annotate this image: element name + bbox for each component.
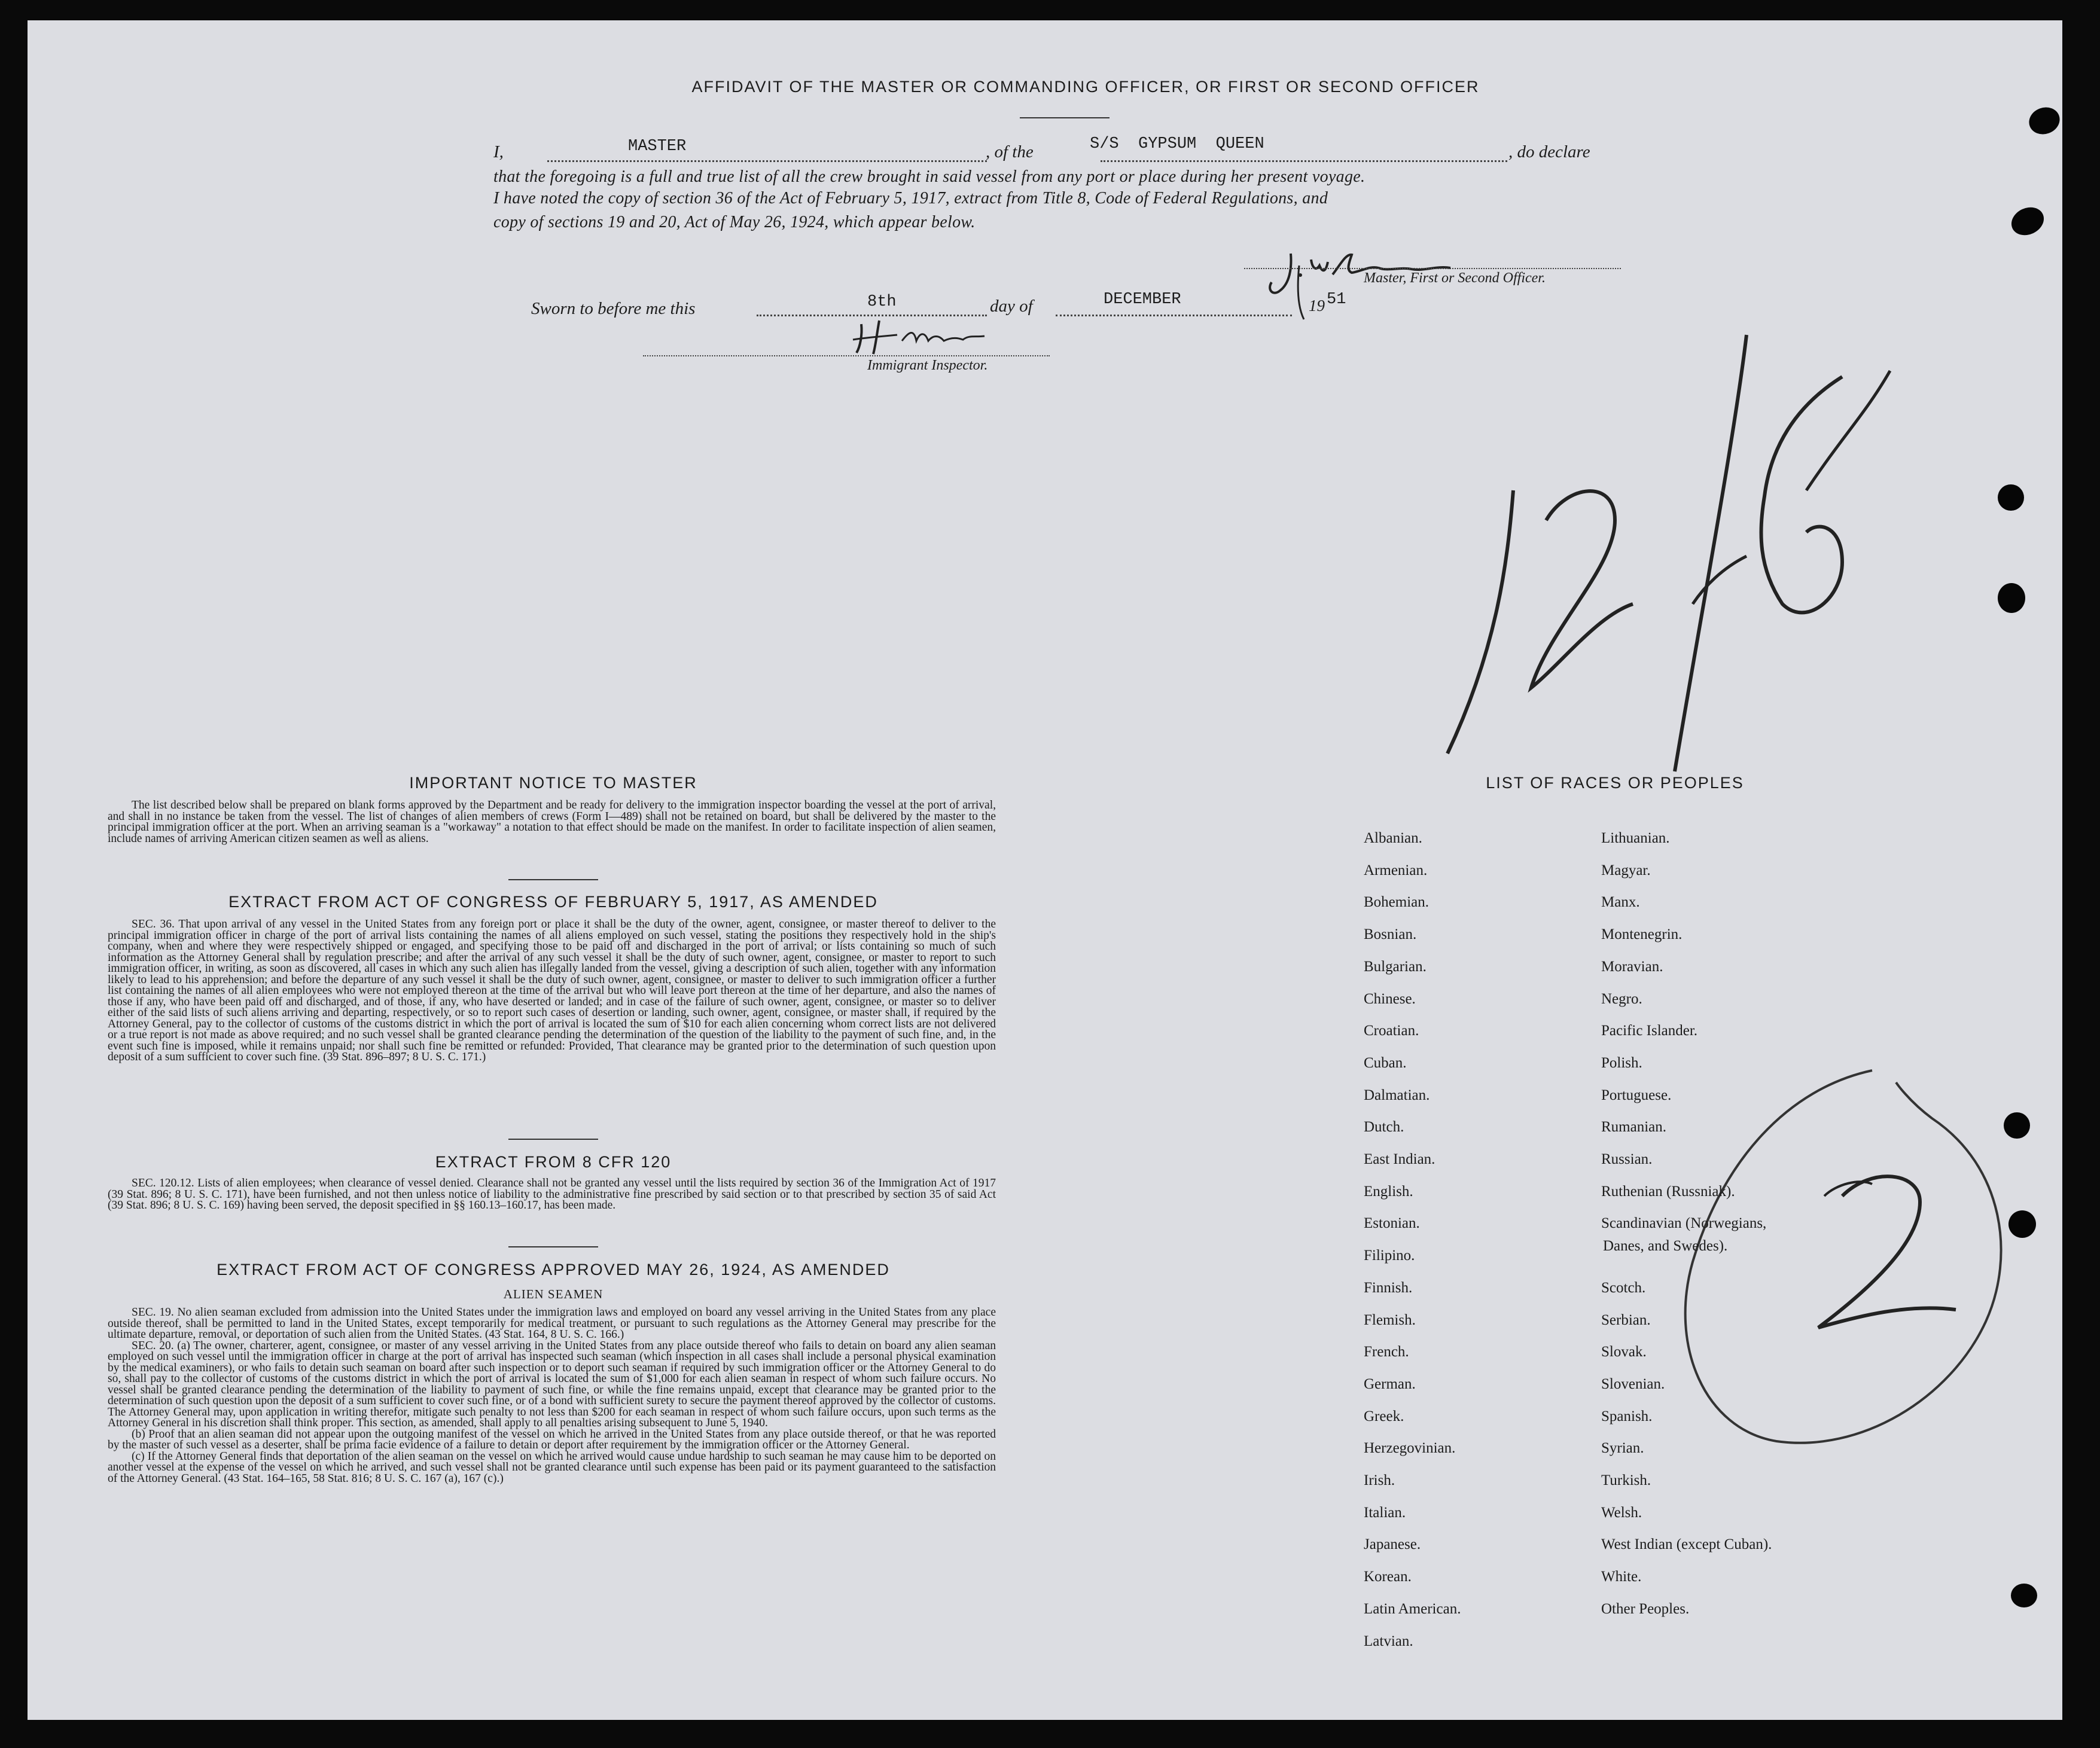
race-item: English. (1364, 1183, 1413, 1200)
race-item: Turkish. (1601, 1472, 1651, 1488)
race-item: Slovak. (1601, 1344, 1647, 1360)
section-19-paragraph: SEC. 19. No alien seaman excluded from admission into the United States under the immigration laws and employed on board any vessel arriving in the United States from any place outside thereof, shall be permitted to land in the United States, except temporarily for medical treatment, or pursuant to such regulations as the Attorney General may prescribe for the ultimate departure, removal, or deportation of such alien from the United States. (43 Stat. 164, 8 U. S. C. 166.) (108, 1306, 996, 1341)
race-item: Estonian. (1364, 1215, 1420, 1232)
sworn-label: Sworn to before me this (531, 299, 696, 318)
race-item: Spanish. (1601, 1408, 1653, 1424)
section-20b-paragraph: (b) Proof that an alien seaman did not appear upon the outgoing manifest of the vessel on which he arrived in the United States from any place outside thereof, or that he was reported by the master of such vessel as a deserter, shall be prima facie evidence of a failure to detain or deport after requirement by the immigration officer or the Attorney General. (108, 1427, 996, 1451)
race-item: Herzegovinian. (1364, 1440, 1456, 1457)
section-divider (508, 1246, 598, 1247)
races-title: LIST OF RACES OR PEOPLES (1486, 774, 1744, 792)
month-field-line (1056, 315, 1292, 316)
do-declare-label: , do declare (1508, 142, 1590, 161)
section-20c-paragraph: (c) If the Attorney General finds that deportation of the alien seaman on the vessel on which he arrived would cause undue hardship to such seaman he may cause him to be deported on another vessel at the expense of the vessel on which he arrived, and such vessel shall not be granted clearance until such expense has been paid or its payment guaranteed to the satisfaction of the Attorney General. (43 Stat. 164–165, 58 Stat. 816; 8 U. S. C. 167 (a), 167 (c).) (108, 1450, 996, 1485)
affidavit-title: AFFIDAVIT OF THE MASTER OR COMMANDING OFFICER, OR FIRST OR SECOND OFFICER (691, 78, 1480, 96)
binder-hole (1998, 583, 2025, 613)
race-item: West Indian (except Cuban). (1601, 1536, 1772, 1553)
race-item: Scotch. (1601, 1279, 1646, 1296)
race-scandinavian-continuation: Danes, and Swedes). (1603, 1238, 1728, 1254)
inspector-signature-line (643, 355, 1050, 356)
section-divider (508, 1139, 598, 1140)
declaration-line-1: that the foregoing is a full and true list of all the crew brought in said vessel from any port or place during her present voyage. (493, 167, 1366, 186)
race-item: Albanian. (1364, 830, 1422, 846)
race-item: Chinese. (1364, 990, 1416, 1007)
race-item: Finnish. (1364, 1279, 1413, 1296)
race-item: Russian. (1601, 1151, 1653, 1167)
section-36-paragraph: SEC. 36. That upon arrival of any vessel in the United States from any foreign port or place it shall be the duty of the owner, agent, consignee, or master thereof to deliver to the principal immigration officer in charge of the port of arrival lists containing the names of all aliens employed on such vessel, stating the positions they respectively hold in the ship's company, when and where they were respectively shipped or engaged, and specifying those to be paid off and discharged in the port of arrival; or lists containing so much of such information as the Attorney General shall by regulation prescribe; and after the arrival of any such vessel it shall be the duty of such owner, agent, consignee, or master to report to such immigration officer, in writing, as soon as discovered, all cases in which any such alien has illegally landed from the vessel, giving a description of such alien, together with any information likely to lead to his apprehension; and before the departure of any such vessel it shall be the duty of such owner, agent, consignee, or master to deliver to such immigration officer a further list containing the names of all alien employees who were not employed thereon at the time of the arrival but who will leave port thereon at the time of her departure, and also the names of those if any, who have been paid off and discharged, and of those, if any, who have deserted or landed; and in case of the failure of such owner, agent, consignee, or master so to deliver either of the said lists of such aliens arriving and departing, respectively, or so to report such cases of desertion or landing, such owner, agent, consignee, or master shall, if required by the Attorney General, pay to the collector of customs of the customs district in which the port of arrival is located the sum of $10 for each alien concerning whom correct lists are not delivered or a true report is not made as above required; and no such vessel shall be granted clearance pending the determination of the question of the liability to the payment of such fine, and, in the event such fine is imposed, while it remains unpaid; nor shall such fine be remitted or refunded: Provided, That clearance may be granted prior to the determination of such question upon deposit of a sum sufficient to cover such fine. (39 Stat. 896–897; 8 U. S. C. 171.) (108, 918, 996, 1063)
annotation-circled-2 (1669, 1064, 2052, 1471)
race-item: Montenegrin. (1601, 926, 1683, 943)
extract-1924-title: EXTRACT FROM ACT OF CONGRESS APPROVED MAY 26, 1924, AS AMENDED (217, 1261, 890, 1279)
binder-hole (1998, 484, 2024, 511)
race-item: Pacific Islander. (1601, 1023, 1698, 1039)
year-prefix-label: 19 (1309, 297, 1325, 315)
race-item: Lithuanian. (1601, 830, 1670, 846)
notice-body (108, 800, 996, 844)
race-item: Irish. (1364, 1472, 1395, 1488)
race-item: White. (1601, 1569, 1642, 1585)
month-field-value: DECEMBER (1104, 291, 1181, 309)
day-field-line (757, 315, 987, 316)
master-signature-line (1244, 268, 1621, 269)
section-divider (508, 879, 598, 880)
officer-field-value: MASTER (628, 138, 687, 155)
annotation-12-8 (1424, 317, 1920, 813)
race-item: Croatian. (1364, 1023, 1419, 1039)
binder-hole (2011, 1584, 2037, 1607)
race-item: Portuguese. (1601, 1087, 1672, 1103)
master-signature-caption: Master, First or Second Officer. (1364, 270, 1546, 286)
day-of-label: day of (990, 297, 1033, 316)
race-item: Serbian. (1601, 1311, 1651, 1328)
race-item: Filipino. (1364, 1247, 1415, 1264)
race-item: Japanese. (1364, 1536, 1421, 1553)
race-item: Italian. (1364, 1504, 1406, 1521)
race-item: Bohemian. (1364, 894, 1430, 911)
extract-1924-subtitle: ALIEN SEAMEN (503, 1287, 604, 1301)
declaration-line-3: copy of sections 19 and 20, Act of May 26, 1924, which appear below. (493, 213, 976, 231)
race-item: Manx. (1601, 894, 1640, 911)
race-item: Cuban. (1364, 1054, 1407, 1071)
race-item: Rumanian. (1601, 1119, 1667, 1136)
race-item: Dalmatian. (1364, 1087, 1430, 1103)
vessel-field-line (1101, 160, 1507, 162)
race-item: Latin American. (1364, 1600, 1461, 1617)
race-item: Magyar. (1601, 862, 1651, 878)
title-divider (1020, 117, 1110, 118)
of-the-label: , of the (986, 142, 1034, 161)
race-item: Armenian. (1364, 862, 1428, 878)
race-item: Scandinavian (Norwegians, (1601, 1215, 1767, 1232)
vessel-field-value: S/S GYPSUM QUEEN (1090, 135, 1264, 153)
inspector-caption: Immigrant Inspector. (867, 358, 988, 373)
race-item: Syrian. (1601, 1440, 1644, 1457)
i-label: I, (493, 142, 504, 161)
race-item: Flemish. (1364, 1311, 1416, 1328)
year-field-value: 51 (1327, 291, 1346, 309)
race-item: Polish. (1601, 1054, 1642, 1071)
race-item: Slovenian. (1601, 1375, 1665, 1392)
notice-paragraph: The list described below shall be prepared on blank forms approved by the Department and be ready for delivery to the immigration inspector boarding the vessel at the port of arrival, and shall in no instance be taken from the vessel. The list of changes of alien members of crews (Form I—489) shall not be retained on board, but shall be delivered by the master to the principal immigration officer at the port. When an arriving seaman is a "workaway" a notation to that effect should be made on the manifest. In order to facilitate inspection of alien seamen, include names of arriving American citizen seamen as well as aliens. (108, 799, 996, 845)
race-item: German. (1364, 1375, 1416, 1392)
race-item: Welsh. (1601, 1504, 1642, 1521)
section-120-12-paragraph: SEC. 120.12. Lists of alien employees; when clearance of vessel denied. Clearance shall not be granted any vessel until the lists required by section 36 of the Immigration Act of 1917 (39 Stat. 896; 8 U. S. C. 171), have been furnished, and not then unless notice of liability to the administrative fine prescribed by said section or to that prescribed by section 35 of said Act (39 Stat. 896; 8 U. S. C. 169) having been served, the deposit specified in §§ 160.13–160.17, has been made. (108, 1177, 996, 1212)
officer-field-line (547, 160, 987, 162)
extract-1924-body (108, 1307, 996, 1484)
race-item: Greek. (1364, 1408, 1404, 1424)
race-item: East Indian. (1364, 1151, 1435, 1167)
notice-title: IMPORTANT NOTICE TO MASTER (409, 774, 697, 792)
race-item: French. (1364, 1344, 1409, 1360)
race-item: Bosnian. (1364, 926, 1417, 943)
extract-cfr-body (108, 1178, 996, 1212)
race-item: Dutch. (1364, 1119, 1404, 1136)
inspector-signature (849, 317, 1005, 359)
race-item: Other Peoples. (1601, 1600, 1690, 1617)
extract-cfr-title: EXTRACT FROM 8 CFR 120 (435, 1153, 672, 1171)
race-item: Negro. (1601, 990, 1642, 1007)
extract-1917-body (108, 919, 996, 1063)
extract-1917-title: EXTRACT FROM ACT OF CONGRESS OF FEBRUARY 5, 1917, AS AMENDED (228, 893, 878, 911)
race-item: Korean. (1364, 1569, 1412, 1585)
race-item: Moravian. (1601, 958, 1663, 975)
declaration-line-2: I have noted the copy of section 36 of the Act of February 5, 1917, extract from Title 8, Code of Federal Regulations, and (493, 189, 1328, 208)
section-20a-paragraph: SEC. 20. (a) The owner, charterer, agent, consignee, or master of any vessel arriving in the United States from any place outside thereof who fails to detain on board any alien seaman employed on such vessel until the immigration officer in charge at the port of arrival has inspected such seaman (which inspection in all cases shall include a personal physical examination by the medical examiners), or who fails to detain such seaman on board after such inspection or to deport such seaman if required by such immigration officer or the Attorney General to do so, shall pay to the collector of customs of the customs district in which the port of arrival is located the sum of $1,000 for each alien seaman in respect of whom such failure occurs. No vessel shall be granted clearance pending the determination of the liability to payment of such fine, or while the fine remains unpaid, except that clearance may be granted prior to the determination of such question upon the deposit of a sum sufficient to cover such fine, or of a bond with sufficient surety to secure the payment thereof approved by the collector of customs. The Attorney General may, upon application in writing therefor, mitigate such penalty to not less than $200 for each seaman in respect of whom such failure occurs, upon such terms as the Attorney General in his discretion shall think proper. This section, as amended, shall apply to all penalties arising subsequent to June 5, 1940. (108, 1339, 996, 1429)
race-item: Latvian. (1364, 1633, 1413, 1649)
race-item: Bulgarian. (1364, 958, 1427, 975)
day-field-value: 8th (867, 293, 897, 311)
race-item: Ruthenian (Russniak). (1601, 1183, 1735, 1200)
